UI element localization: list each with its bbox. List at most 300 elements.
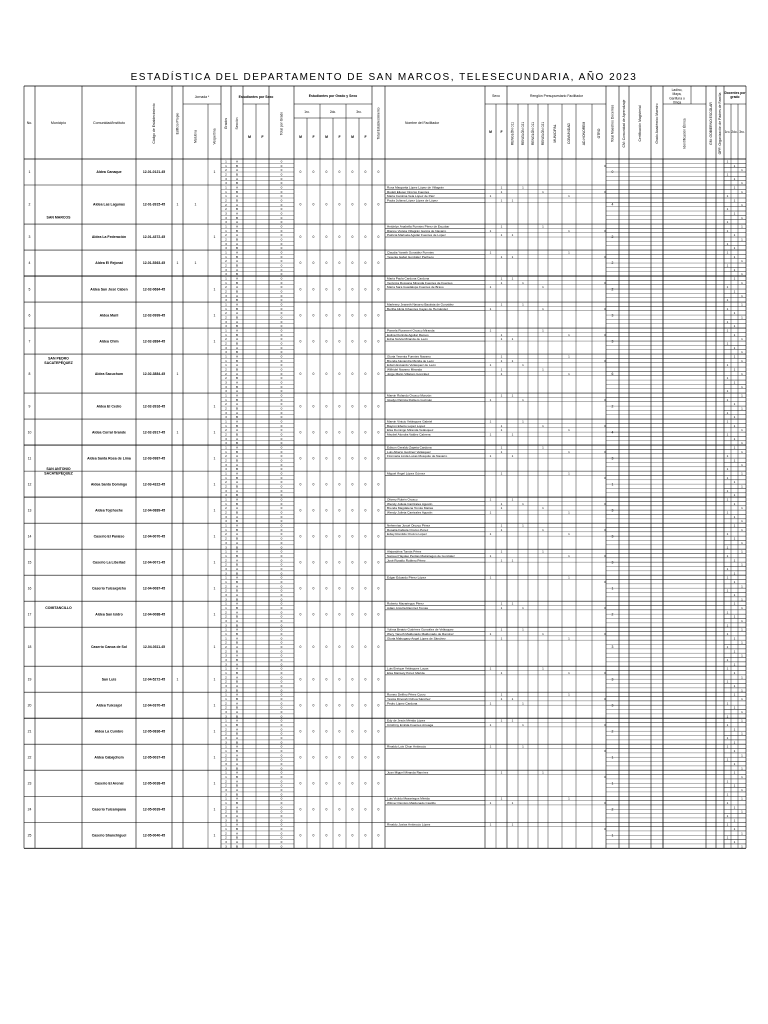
docente-grado-mark: 1 [733, 636, 736, 641]
docente-grado-mark: 1 [741, 384, 743, 389]
school-no: 19 [27, 677, 32, 682]
grade-sex-count: 0 [351, 677, 354, 682]
school-no: 21 [27, 729, 32, 734]
grade-total: 0 [280, 805, 283, 810]
grade-label: 2 [225, 233, 227, 238]
school-name: Aldea Cabajchúm [94, 755, 124, 760]
grade-total: 0 [280, 250, 283, 255]
grade-total: 0 [280, 350, 283, 355]
edificio-value: 1 [176, 677, 179, 682]
teacher-name: Verónica Rossana Miranda Fuentes de Fuentes [387, 280, 453, 285]
docente-grado-mark: 1 [733, 805, 736, 810]
school-code: 12-01-5363-45 [142, 261, 166, 266]
grade-total: 0 [280, 649, 283, 654]
header-grado-academico: Grado Académico Maestro [655, 103, 660, 144]
school-name: Aldea San Isidro [95, 612, 123, 617]
header-matutina: Matutina [193, 129, 198, 144]
docente-grado-mark: 1 [733, 276, 736, 281]
teacher-renglon-mark: 1 [522, 302, 524, 307]
teacher-renglon-mark: 1 [542, 189, 544, 194]
docente-grado-mark: 1 [741, 224, 743, 229]
section-label: A [235, 627, 239, 632]
grade-label: 3 [225, 272, 227, 277]
teacher-sex-mark: 1 [489, 822, 492, 827]
docente-grado-mark: 1 [733, 289, 736, 294]
grade-label: 2 [225, 753, 227, 758]
edificio-value: 1 [176, 261, 179, 266]
teacher-renglon-mark: 1 [568, 332, 570, 337]
docente-grado-mark: 1 [726, 497, 729, 502]
teacher-name: Edgar Eduardo Pérez López [387, 575, 427, 580]
matutina-value: 1 [194, 202, 197, 207]
grade-total: 0 [280, 545, 283, 550]
grade-sex-count: 0 [325, 612, 328, 617]
school-name: Aldea San José Caben [90, 287, 128, 292]
grade-total: 0 [280, 822, 283, 827]
total-docentes: 3 [611, 534, 614, 539]
docente-grado-mark: 1 [733, 211, 736, 216]
teacher-renglon-mark: 1 [568, 670, 570, 675]
teacher-name: Adam Arcuña Ramírez Tomas [387, 605, 429, 610]
teacher-name: Bertha Alicia Cifuentes Cayax de Hernández [387, 306, 449, 311]
section-label: A [235, 220, 239, 225]
section-label: A [235, 233, 239, 238]
docente-grado-mark: 1 [733, 480, 736, 485]
grade-label: 1 [225, 276, 227, 281]
grade-sex-count: 0 [351, 170, 354, 175]
section-label: A [235, 402, 239, 407]
grade-label: 3 [225, 441, 227, 446]
teacher-name: Wendy Julieta Carrizales Agustín [387, 501, 433, 506]
school-total: 0 [377, 287, 380, 292]
grade-sex-count: 0 [325, 644, 328, 649]
section-label: B [235, 597, 239, 602]
grade-total: 0 [280, 653, 283, 658]
docente-grado-mark: 1 [726, 610, 729, 615]
grade-total: 0 [280, 618, 283, 623]
school-total: 0 [377, 404, 380, 409]
grade-label: 1 [225, 185, 227, 190]
grade-label: 3 [225, 662, 227, 667]
grade-sex-count: 0 [338, 430, 341, 435]
renglon-total: 0 [604, 605, 606, 610]
grade-total: 0 [280, 254, 283, 259]
school-no: 7 [28, 339, 31, 344]
teacher-sex-mark: 1 [489, 701, 492, 706]
grade-label: 1 [225, 696, 227, 701]
teacher-name: Nehemías Josué Orozco Pérez [387, 523, 430, 528]
grade-label: 2 [225, 263, 227, 268]
grade-total: 0 [280, 666, 283, 671]
section-label: B [235, 475, 239, 480]
grade-total: 0 [280, 627, 283, 632]
docente-grado-mark: 1 [741, 462, 743, 467]
teacher-name: Rudelt Elieser Orozco Fuentes [387, 189, 430, 194]
grade-label: 2 [225, 432, 227, 437]
teacher-renglon-mark: 1 [542, 367, 544, 372]
docente-grado-mark: 1 [726, 701, 729, 706]
docente-grado-mark: 1 [741, 731, 743, 736]
header-vespertina: Vespertina [212, 128, 217, 145]
teacher-name: Yolima Beatriz Gutiérrez González de Velásquez [387, 627, 454, 632]
docente-grado-mark: 1 [726, 714, 729, 719]
grade-sex-count: 0 [299, 755, 302, 760]
docente-grado-mark: 1 [741, 796, 743, 801]
vespertina-value: 1 [213, 482, 216, 487]
header-renglon-7: AD-HONOREM [582, 121, 587, 146]
section-label: B [235, 640, 239, 645]
teacher-sex-mark: 1 [489, 722, 492, 727]
section-label: B [235, 722, 239, 727]
grade-total: 0 [280, 801, 283, 806]
grade-sex-count: 0 [299, 677, 302, 682]
teacher-renglon-mark: 1 [568, 371, 570, 376]
vespertina-value: 1 [213, 612, 216, 617]
grade-total: 0 [280, 419, 283, 424]
grade-total: 0 [280, 714, 283, 719]
grade-total: 0 [280, 727, 283, 732]
grade-total: 0 [280, 475, 283, 480]
section-label: A [235, 285, 239, 290]
grade-total: 0 [280, 246, 283, 251]
teacher-renglon-mark: 1 [511, 558, 514, 563]
total-docentes: 6 [611, 371, 614, 376]
grade-label: 2 [225, 783, 227, 788]
grade-label: 3 [225, 211, 227, 216]
teacher-sex-mark: 1 [489, 666, 492, 671]
grade-total: 0 [280, 384, 283, 389]
grade-total: 0 [280, 371, 283, 376]
docente-grado-mark: 1 [733, 740, 736, 745]
header-grados: Grados [224, 117, 229, 130]
teacher-renglon-mark: 1 [522, 363, 524, 368]
grade-label: 3 [225, 540, 227, 545]
grade-sex-count: 0 [325, 202, 328, 207]
teacher-sex-mark: 1 [500, 302, 503, 307]
grade-label: 1 [225, 579, 227, 584]
grade-label: 1 [225, 497, 227, 502]
section-label: B [235, 246, 239, 251]
grade-label: 1 [225, 744, 227, 749]
docente-grado-mark: 1 [733, 163, 736, 168]
grade-label: 3 [225, 683, 227, 688]
grade-sex-count: 0 [364, 644, 367, 649]
grade-label: 2 [225, 458, 227, 463]
grade-label: 1 [225, 194, 227, 199]
grade-sex-count: 0 [299, 170, 302, 175]
grade-sex-count: 0 [338, 755, 341, 760]
renglon-total: 0 [604, 423, 606, 428]
school-no: 13 [27, 508, 32, 513]
grade-sex-count: 0 [312, 287, 315, 292]
school-name: Caserío Canoa de Sol [91, 644, 127, 649]
teacher-sex-mark: 1 [500, 449, 503, 454]
teacher-name: Alejandrina Tomás Pérez [387, 549, 422, 554]
section-label: B [235, 757, 239, 762]
teacher-renglon-mark: 1 [511, 254, 514, 259]
teacher-sex-mark: 1 [500, 796, 503, 801]
grade-total: 0 [280, 402, 283, 407]
teacher-renglon-mark: 1 [542, 506, 544, 511]
school-code: 12-02-3884-45 [142, 339, 166, 344]
grade-label: 2 [225, 701, 227, 706]
teacher-sex-mark: 1 [500, 428, 503, 433]
grade-sex-count: 0 [364, 404, 367, 409]
grade-label: 3 [225, 709, 227, 714]
section-label: B [235, 358, 239, 363]
docente-grado-mark: 1 [726, 376, 729, 381]
grade-sex-count: 0 [299, 729, 302, 734]
grade-sex-count: 0 [338, 170, 341, 175]
section-label: B [235, 605, 239, 610]
docente-grado-mark: 1 [741, 371, 743, 376]
school-total: 0 [377, 508, 380, 513]
total-docentes: 3 [611, 644, 614, 649]
total-docentes: 4 [611, 430, 614, 435]
grade-label: 3 [225, 298, 227, 303]
school-code: 12-04-0087-45 [142, 586, 166, 591]
school-no: 9 [28, 404, 31, 409]
grade-label: 3 [225, 623, 227, 628]
docente-grado-mark: 1 [741, 280, 743, 285]
docente-grado-mark: 1 [733, 683, 736, 688]
grade-label: 3 [225, 389, 227, 394]
grade-sex-count: 0 [364, 430, 367, 435]
grade-sex-count: 0 [338, 833, 341, 838]
grade-label: 1 [225, 445, 227, 450]
docente-grado-mark: 1 [733, 267, 736, 272]
grade-sex-count: 0 [299, 612, 302, 617]
teacher-name: Brenda Magdalena Tomás Matías [387, 506, 434, 511]
school-name: Aldea Maríl [99, 313, 119, 318]
teacher-sex-mark: 1 [489, 419, 492, 424]
grade-total: 0 [280, 358, 283, 363]
grade-sex-count: 0 [312, 586, 315, 591]
section-label: B [235, 696, 239, 701]
header-total-grado: Total por Grado [279, 111, 284, 136]
section-label: A [235, 241, 239, 246]
total-docentes: 1 [611, 482, 614, 487]
grade-label: 2 [225, 506, 227, 511]
grade-sex-count: 0 [325, 703, 328, 708]
docente-grado-mark: 1 [741, 506, 743, 511]
grade-sex-count: 0 [299, 482, 302, 487]
docente-grado-mark: 1 [733, 827, 736, 832]
teacher-name: Rinaldo Luis Chun Ambrocio [387, 744, 427, 749]
renglon-total: 0 [604, 631, 606, 636]
grade-total: 0 [280, 766, 283, 771]
section-label: B [235, 397, 239, 402]
grade-total: 0 [280, 298, 283, 303]
teacher-renglon-mark: 1 [568, 636, 570, 641]
grade-total: 0 [280, 423, 283, 428]
grade-label: 3 [225, 181, 227, 186]
grade-label: 1 [225, 822, 227, 827]
grade-label: 2 [225, 285, 227, 290]
teacher-sex-mark: 1 [489, 285, 492, 290]
section-label: A [235, 532, 239, 537]
grade-label: 1 [225, 692, 227, 697]
teacher-sex-mark: 1 [500, 185, 503, 190]
grade-label: 1 [225, 475, 227, 480]
grade-total: 0 [280, 731, 283, 736]
docente-grado-mark: 1 [741, 272, 743, 277]
grade-sex-count: 0 [312, 729, 315, 734]
section-label: B [235, 623, 239, 628]
grade-sex-count: 0 [325, 235, 328, 240]
grade-total: 0 [280, 835, 283, 840]
statistics-sheet [24, 86, 746, 849]
grade-total: 0 [280, 220, 283, 225]
edificio-value: 1 [176, 202, 179, 207]
grade-total: 0 [280, 410, 283, 415]
section-label: A [235, 436, 239, 441]
grade-label: 1 [225, 666, 227, 671]
grade-sex-count: 0 [325, 287, 328, 292]
teacher-sex-mark: 1 [500, 692, 503, 697]
grade-total: 0 [280, 844, 283, 849]
school-total: 0 [377, 371, 380, 376]
teacher-sex-mark: 1 [500, 198, 503, 203]
header-renglon-6: COMUNIDAD [567, 123, 572, 144]
grade-sex-count: 0 [351, 482, 354, 487]
total-docentes: 1 [611, 755, 614, 760]
grade-sex-count: 0 [351, 235, 354, 240]
grade-sex-count: 0 [312, 482, 315, 487]
teacher-renglon-mark: 1 [568, 354, 570, 359]
teacher-name: Claudia Yaneth González Fuentes [387, 250, 434, 255]
school-no: 8 [28, 371, 31, 376]
section-label: B [235, 705, 239, 710]
docente-grado-mark: 1 [726, 488, 729, 493]
grade-total: 0 [280, 827, 283, 832]
grade-total: 0 [280, 744, 283, 749]
grade-label: 3 [225, 714, 227, 719]
teacher-sex-mark: 1 [489, 744, 492, 749]
total-docentes: 3 [611, 508, 614, 513]
grade-total: 0 [280, 683, 283, 688]
grade-label: 1 [225, 228, 227, 233]
vespertina-value: 1 [213, 755, 216, 760]
section-label: B [235, 536, 239, 541]
section-label: A [235, 644, 239, 649]
grade-label: 1 [225, 280, 227, 285]
grade-label: 1 [225, 302, 227, 307]
teacher-name: Rianne Violeta Villagrán García de Navarro [387, 228, 447, 233]
docente-grado-mark: 1 [726, 822, 729, 827]
docente-grado-mark: 1 [726, 410, 729, 415]
grade-label: 2 [225, 480, 227, 485]
teacher-sex-mark: 1 [500, 354, 503, 359]
teacher-sex-mark: 1 [500, 527, 503, 532]
matutina-value: 1 [194, 261, 197, 266]
grade-total: 0 [280, 705, 283, 710]
grade-total: 0 [280, 458, 283, 463]
grade-total: 0 [280, 831, 283, 836]
school-total: 0 [377, 430, 380, 435]
renglon-total: 0 [604, 189, 606, 194]
grade-sex-count: 0 [338, 703, 341, 708]
grade-total: 0 [280, 588, 283, 593]
teacher-renglon-mark: 1 [511, 822, 514, 827]
grade-label: 2 [225, 614, 227, 619]
renglon-total: 0 [604, 254, 606, 259]
grade-label: 1 [225, 328, 227, 333]
docente-grado-mark: 1 [726, 363, 729, 368]
grade-label: 1 [225, 601, 227, 606]
school-no: 5 [28, 287, 31, 292]
teacher-renglon-mark: 1 [568, 692, 570, 697]
header-seccion: Sección [235, 117, 240, 130]
grade-total: 0 [280, 610, 283, 615]
grade-label: 1 [225, 775, 227, 780]
grade-total: 0 [280, 536, 283, 541]
grade-total: 0 [280, 657, 283, 662]
grade-sex-count: 0 [338, 339, 341, 344]
docente-grado-mark: 1 [741, 688, 743, 693]
docente-grado-mark: 1 [741, 393, 743, 398]
total-docentes: 3 [611, 313, 614, 318]
grade-total: 0 [280, 527, 283, 532]
grade-total: 0 [280, 575, 283, 580]
teacher-renglon-mark: 1 [522, 397, 524, 402]
teacher-renglon-mark: 1 [542, 285, 544, 290]
grade-sex-count: 0 [351, 313, 354, 318]
grade-total: 0 [280, 579, 283, 584]
docente-grado-mark: 1 [733, 649, 736, 654]
grade-label: 1 [225, 189, 227, 194]
grade-label: 3 [225, 766, 227, 771]
teacher-renglon-mark: 1 [568, 228, 570, 233]
docente-grado-mark: 1 [733, 783, 736, 788]
grade-total: 0 [280, 584, 283, 589]
edificio-value: 1 [176, 430, 179, 435]
teacher-renglon-mark: 1 [542, 527, 544, 532]
grade-sex-count: 0 [312, 456, 315, 461]
teacher-sex-mark: 1 [500, 254, 503, 259]
school-total: 0 [377, 807, 380, 812]
grade-label: 3 [225, 844, 227, 849]
teacher-sex-mark: 1 [489, 575, 492, 580]
total-docentes: 2 [611, 235, 614, 240]
header-renglon-4: RENGLÓN 021 [541, 121, 546, 146]
teacher-sex-mark: 1 [489, 510, 492, 515]
grade-total: 0 [280, 553, 283, 558]
grade-label: 1 [225, 631, 227, 636]
school-name: Aldea Canaque [96, 170, 122, 175]
school-total: 0 [377, 677, 380, 682]
section-label: B [235, 579, 239, 584]
grade-label: 3 [225, 350, 227, 355]
grade-total: 0 [280, 783, 283, 788]
grade-sex-count: 0 [299, 261, 302, 266]
section-label: A [235, 224, 239, 229]
section-label: A [235, 202, 239, 207]
grade-sex-count: 0 [364, 235, 367, 240]
renglon-total: 0 [604, 280, 606, 285]
section-label: A [235, 779, 239, 784]
header-grado-sexo: M [351, 135, 354, 139]
grade-label: 2 [225, 675, 227, 680]
grade-total: 0 [280, 202, 283, 207]
teacher-name: Rosa Margarita López López de Villagrán [387, 185, 444, 190]
teacher-sex-mark: 1 [500, 276, 503, 281]
section-label: A [235, 445, 239, 450]
school-code: 12-04-0070-45 [142, 534, 166, 539]
docente-grado-mark: 1 [733, 354, 736, 359]
section-label: B [235, 449, 239, 454]
teacher-name: Wendy Julieta Carrizales Agustín [387, 510, 433, 515]
